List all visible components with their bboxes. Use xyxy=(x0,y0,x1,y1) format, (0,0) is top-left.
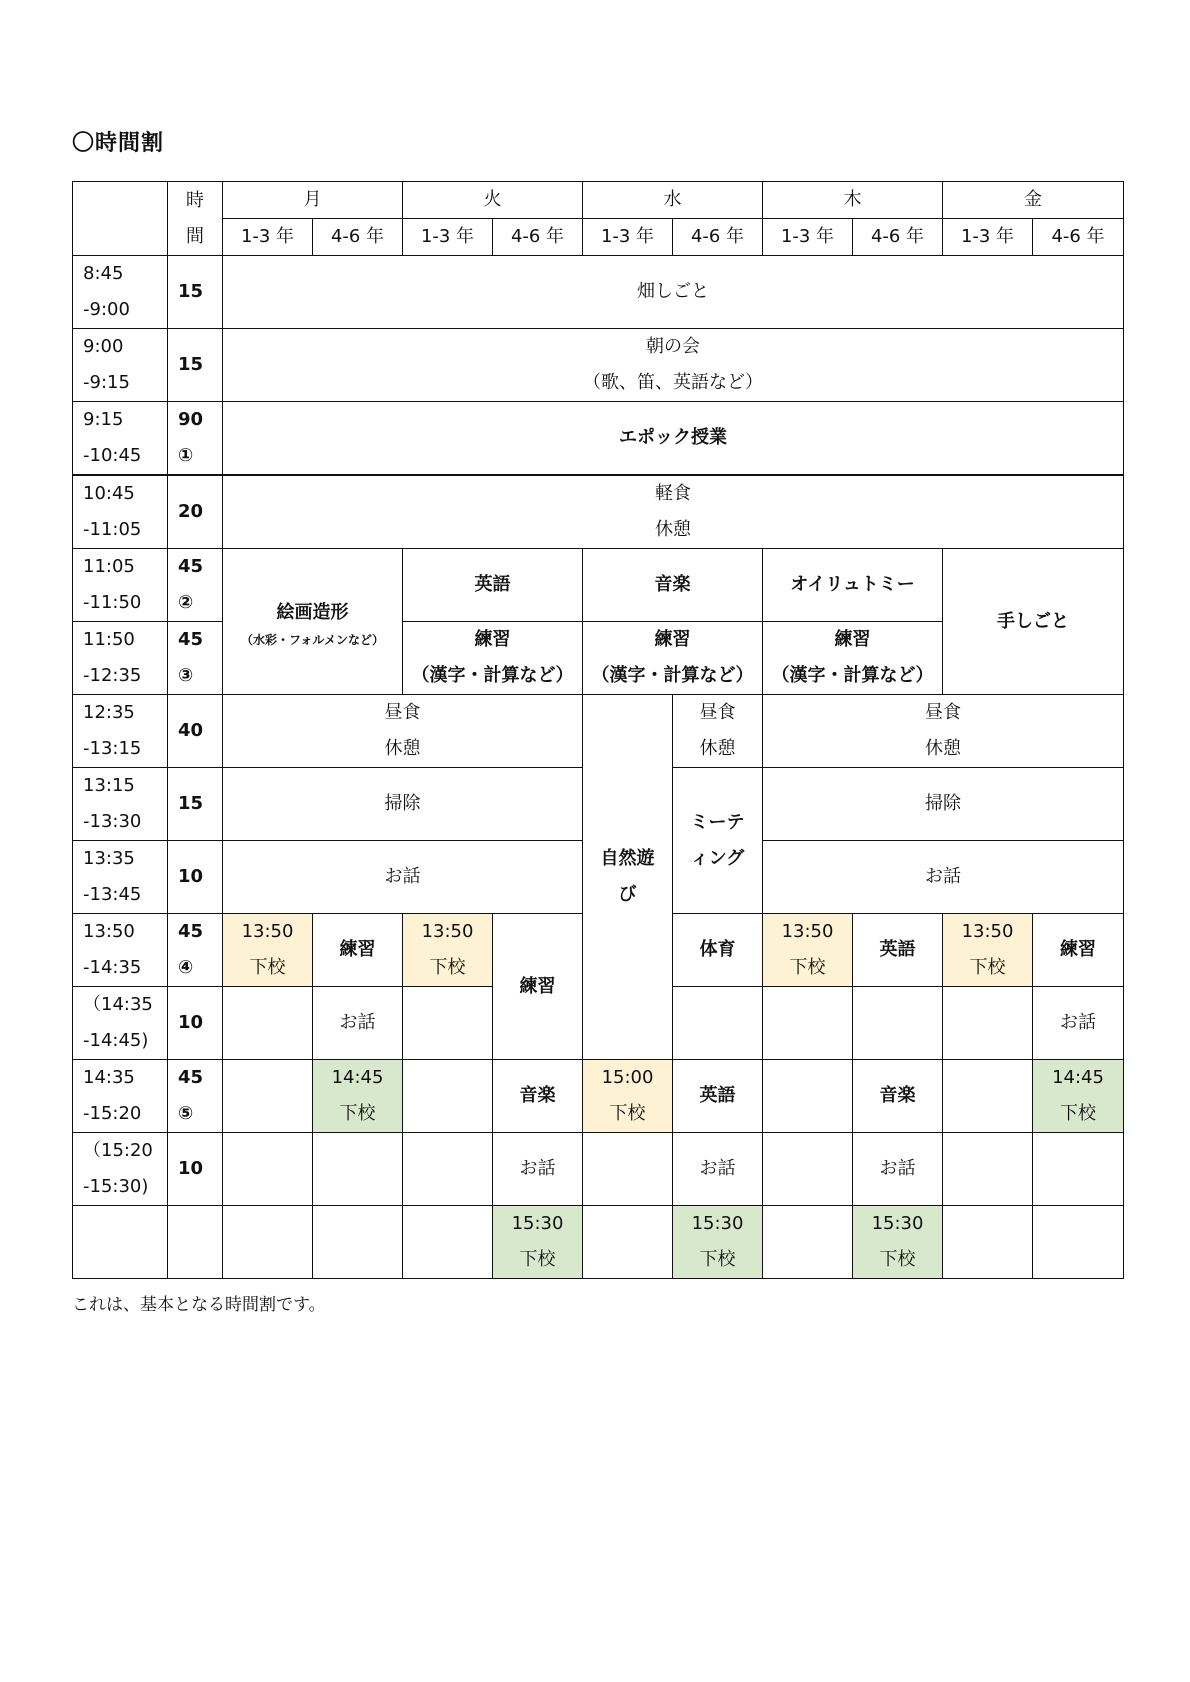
dismissal-cell: 15:30 下校 xyxy=(853,1206,943,1279)
time-cell: 12:35 -13:15 xyxy=(73,695,168,768)
dismissal-cell: 13:50 下校 xyxy=(763,914,853,987)
header-grade: 1-3 年 xyxy=(583,219,673,256)
activity-cell: 自然遊 び xyxy=(583,695,673,1060)
minutes-cell: 15 xyxy=(168,256,223,329)
time-cell: 13:15 -13:30 xyxy=(73,768,168,841)
activity-cell: お話 xyxy=(763,841,1124,914)
activity-cell: お話 xyxy=(313,987,403,1060)
time-cell: 11:50 -12:35 xyxy=(73,622,168,695)
activity-cell: お話 xyxy=(223,841,583,914)
time-cell: 9:15 -10:45 xyxy=(73,402,168,476)
activity-cell: 練習 （漢字・計算など） xyxy=(403,622,583,695)
header-day-mon: 月 xyxy=(223,182,403,219)
empty-cell xyxy=(403,1206,493,1279)
minutes-cell: 20 xyxy=(168,475,223,549)
activity-cell: 音楽 xyxy=(583,549,763,622)
empty-cell xyxy=(313,1133,403,1206)
empty-cell xyxy=(403,1133,493,1206)
time-cell: （15:20 -15:30) xyxy=(73,1133,168,1206)
minutes-cell: 10 xyxy=(168,1133,223,1206)
activity-cell: オイリュトミー xyxy=(763,549,943,622)
header-grade: 4-6 年 xyxy=(1033,219,1124,256)
activity-cell: 軽食 休憩 xyxy=(223,475,1124,549)
activity-cell: お話 xyxy=(853,1133,943,1206)
time-cell: 13:35 -13:45 xyxy=(73,841,168,914)
empty-cell xyxy=(313,1206,403,1279)
empty-cell xyxy=(403,987,493,1060)
header-day-tue: 火 xyxy=(403,182,583,219)
header-grade: 1-3 年 xyxy=(403,219,493,256)
empty-cell xyxy=(763,1060,853,1133)
empty-cell xyxy=(943,987,1033,1060)
dismissal-cell: 15:00 下校 xyxy=(583,1060,673,1133)
activity-cell: ミーテ ィング xyxy=(673,768,763,914)
dismissal-cell: 14:45 下校 xyxy=(1033,1060,1124,1133)
timetable xyxy=(72,181,1124,1279)
page-title: 〇時間割 xyxy=(72,131,165,156)
activity-cell: 畑しごと xyxy=(223,256,1124,329)
activity-cell: 手しごと xyxy=(943,549,1124,695)
time-cell: 8:45 -9:00 xyxy=(73,256,168,329)
dismissal-cell: 13:50 下校 xyxy=(943,914,1033,987)
activity-cell: 練習 （漢字・計算など） xyxy=(763,622,943,695)
activity-cell: お話 xyxy=(673,1133,763,1206)
empty-cell xyxy=(673,987,763,1060)
activity-cell: お話 xyxy=(1033,987,1124,1060)
time-cell: 11:05 -11:50 xyxy=(73,549,168,622)
header-grade: 1-3 年 xyxy=(943,219,1033,256)
activity-cell: 昼食 休憩 xyxy=(223,695,583,768)
empty-cell xyxy=(943,1206,1033,1279)
minutes-cell: 10 xyxy=(168,987,223,1060)
activity-cell: 昼食 休憩 xyxy=(763,695,1124,768)
activity-cell: 絵画造形 （水彩・フォルメンなど） xyxy=(223,549,403,695)
header-grade: 4-6 年 xyxy=(853,219,943,256)
empty-cell xyxy=(223,987,313,1060)
activity-cell: 英語 xyxy=(853,914,943,987)
minutes-cell: 45 ② xyxy=(168,549,223,622)
activity-cell: 掃除 xyxy=(223,768,583,841)
minutes-cell: 10 xyxy=(168,841,223,914)
minutes-cell: 40 xyxy=(168,695,223,768)
header-grade: 4-6 年 xyxy=(673,219,763,256)
header-day-fri: 金 xyxy=(943,182,1124,219)
empty-cell xyxy=(403,1060,493,1133)
header-grade: 1-3 年 xyxy=(223,219,313,256)
empty-cell xyxy=(168,1206,223,1279)
empty-cell xyxy=(763,987,853,1060)
dismissal-cell: 14:45 下校 xyxy=(313,1060,403,1133)
activity-cell: 練習 （漢字・計算など） xyxy=(583,622,763,695)
empty-cell xyxy=(943,1060,1033,1133)
minutes-cell: 45 ③ xyxy=(168,622,223,695)
time-cell: 13:50 -14:35 xyxy=(73,914,168,987)
empty-cell xyxy=(763,1133,853,1206)
activity-cell: 練習 xyxy=(1033,914,1124,987)
dismissal-cell: 15:30 下校 xyxy=(673,1206,763,1279)
empty-cell xyxy=(223,1060,313,1133)
empty-cell xyxy=(943,1133,1033,1206)
activity-cell: 掃除 xyxy=(763,768,1124,841)
activity-cell: 英語 xyxy=(403,549,583,622)
activity-cell: 音楽 xyxy=(853,1060,943,1133)
empty-cell xyxy=(583,1133,673,1206)
minutes-cell: 45 ④ xyxy=(168,914,223,987)
footnote: これは、基本となる時間割です。 xyxy=(72,1295,326,1315)
activity-cell: 朝の会 （歌、笛、英語など） xyxy=(223,329,1124,402)
header-blank xyxy=(73,182,168,256)
activity-cell: エポック授業 xyxy=(223,402,1124,476)
empty-cell xyxy=(223,1133,313,1206)
dismissal-cell: 13:50 下校 xyxy=(223,914,313,987)
activity-cell: 練習 xyxy=(313,914,403,987)
dismissal-cell: 13:50 下校 xyxy=(403,914,493,987)
time-cell: 14:35 -15:20 xyxy=(73,1060,168,1133)
empty-cell xyxy=(73,1206,168,1279)
empty-cell xyxy=(763,1206,853,1279)
empty-cell xyxy=(223,1206,313,1279)
header-time: 時 間 xyxy=(168,182,223,256)
header-grade: 4-6 年 xyxy=(313,219,403,256)
empty-cell xyxy=(1033,1206,1124,1279)
activity-cell: お話 xyxy=(493,1133,583,1206)
activity-cell: 昼食 休憩 xyxy=(673,695,763,768)
activity-cell: 練習 xyxy=(493,914,583,1060)
header-grade: 1-3 年 xyxy=(763,219,853,256)
dismissal-cell: 15:30 下校 xyxy=(493,1206,583,1279)
minutes-cell: 45 ⑤ xyxy=(168,1060,223,1133)
header-day-thu: 木 xyxy=(763,182,943,219)
empty-cell xyxy=(583,1206,673,1279)
time-cell: 10:45 -11:05 xyxy=(73,475,168,549)
time-cell: （14:35 -14:45) xyxy=(73,987,168,1060)
header-grade: 4-6 年 xyxy=(493,219,583,256)
minutes-cell: 15 xyxy=(168,768,223,841)
header-day-wed: 水 xyxy=(583,182,763,219)
minutes-cell: 90 ① xyxy=(168,402,223,476)
time-cell: 9:00 -9:15 xyxy=(73,329,168,402)
empty-cell xyxy=(1033,1133,1124,1206)
activity-cell: 音楽 xyxy=(493,1060,583,1133)
activity-cell: 体育 xyxy=(673,914,763,987)
activity-cell: 英語 xyxy=(673,1060,763,1133)
minutes-cell: 15 xyxy=(168,329,223,402)
empty-cell xyxy=(853,987,943,1060)
